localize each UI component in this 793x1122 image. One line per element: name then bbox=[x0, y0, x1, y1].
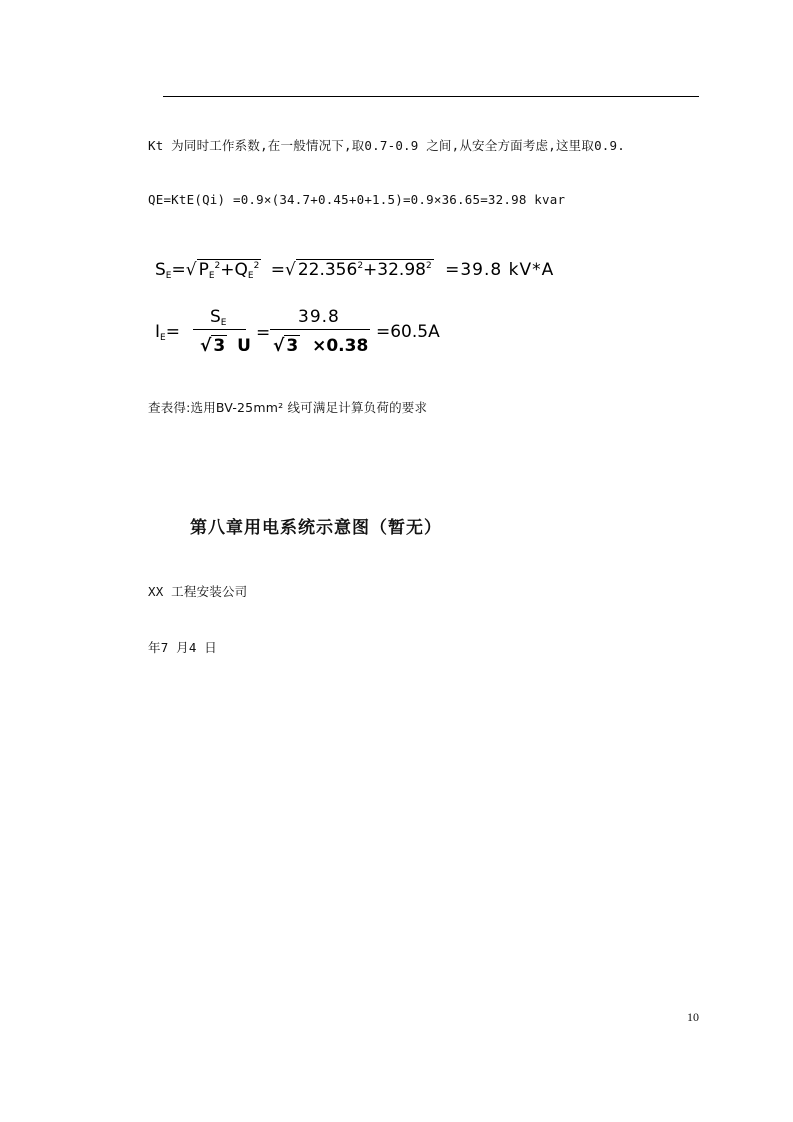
header-rule bbox=[163, 96, 699, 97]
q-symbol: Q bbox=[234, 260, 248, 280]
times-038: ×0.38 bbox=[312, 336, 369, 356]
fraction-2-line bbox=[270, 329, 370, 330]
s-symbol: S bbox=[155, 260, 166, 280]
equals-sign-2: = bbox=[270, 260, 285, 280]
number-q: 32.98 bbox=[377, 260, 426, 280]
formula-apparent-power bbox=[155, 259, 554, 280]
chapter-title: 第八章用电系统示意图（暂无） bbox=[190, 518, 442, 538]
se-symbol: S bbox=[210, 307, 221, 327]
equals-sign-i-2: = bbox=[256, 323, 271, 343]
i-symbol: I bbox=[155, 322, 161, 342]
s-subscript: E bbox=[165, 271, 172, 281]
paragraph-kt: Kt 为同时工作系数,在一般情况下,取0.7-0.9 之间,从安全方面考虑,这里取0.9. bbox=[148, 138, 625, 153]
plus-sign: + bbox=[220, 260, 235, 280]
sqrt-3-a: √ 3 bbox=[200, 336, 226, 356]
formula-current bbox=[155, 322, 180, 342]
p-subscript: E bbox=[208, 271, 215, 281]
result-i: =60.5A bbox=[376, 322, 440, 342]
page-number: 10 bbox=[687, 1010, 699, 1024]
paragraph-table-lookup: 查表得:选用BV-25mm² 线可满足计算负荷的要求 bbox=[148, 400, 428, 415]
root-3-a: 3 bbox=[213, 336, 226, 356]
q-subscript: E bbox=[247, 271, 254, 281]
plus-sign-2: + bbox=[363, 260, 378, 280]
p-superscript: 2 bbox=[214, 261, 221, 271]
sqrt-numbers: √ $22.356^2+32.98^2$ bbox=[284, 260, 432, 280]
sqrt-pq: √ $PE^2+QE^2$ bbox=[185, 260, 260, 281]
number-p: 22.356 bbox=[297, 260, 358, 280]
fraction-2-numerator: 39.8 bbox=[298, 307, 340, 327]
paragraph-qe: QE=KtE(Qi) =0.9×(34.7+0.45+0+1.5)=0.9×36.65=32.98 kvar bbox=[148, 192, 566, 207]
p-symbol: P bbox=[198, 260, 209, 280]
q-superscript: 2 bbox=[253, 261, 260, 271]
u-symbol: U bbox=[237, 336, 251, 356]
equals-sign-i: = bbox=[165, 322, 180, 342]
date-line: 年7 月4 日 bbox=[148, 640, 218, 655]
sqrt-3-b: √ 3 bbox=[273, 336, 299, 356]
number-q-superscript: 2 bbox=[425, 261, 432, 271]
root-3-b: 3 bbox=[286, 336, 299, 356]
fraction-1-line bbox=[193, 329, 246, 330]
result-s: =39.8 kV*A bbox=[445, 260, 555, 280]
fraction-1-denominator bbox=[200, 335, 251, 356]
number-p-superscript: 2 bbox=[357, 261, 364, 271]
se-subscript: E bbox=[220, 318, 227, 328]
equals-sign: = bbox=[171, 260, 186, 280]
fraction-1-numerator bbox=[210, 307, 226, 327]
i-subscript: E bbox=[160, 333, 166, 343]
fraction-2-denominator bbox=[273, 335, 368, 356]
company-name: XX 工程安装公司 bbox=[148, 584, 248, 599]
